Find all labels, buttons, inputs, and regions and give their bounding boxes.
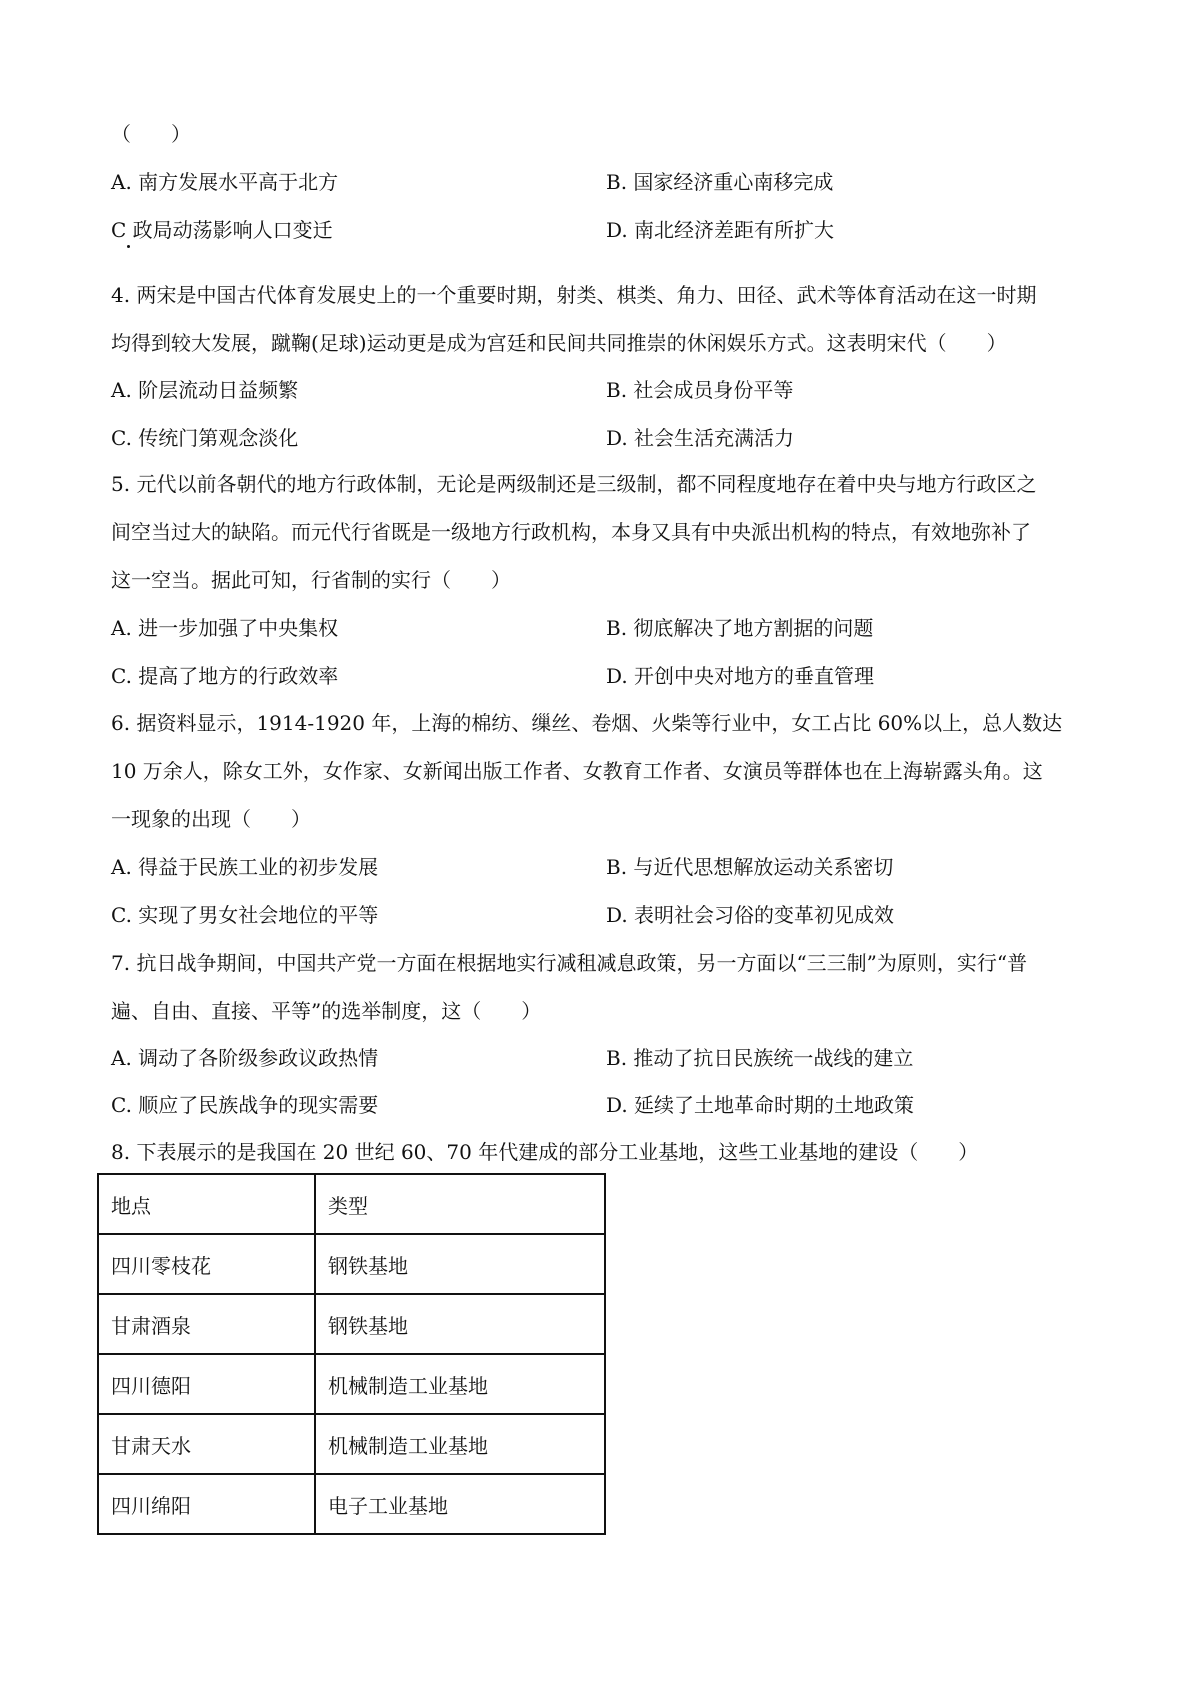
- q6-option-a[interactable]: A. 得益于民族工业的初步发展: [111, 855, 379, 879]
- q7-stem-line: 遍、自由、直接、平等”的选举制度，这（ ）: [111, 999, 542, 1023]
- table-header-row: [98, 1174, 605, 1234]
- table-cell-type: 电子工业基地: [315, 1474, 605, 1534]
- q6-stem-line: 一现象的出现（ ）: [111, 807, 311, 831]
- q3-option-c[interactable]: C 政局动荡影响人口变迁: [111, 218, 333, 242]
- q7-stem-line: 7. 抗日战争期间，中国共产党一方面在根据地实行减租减息政策，另一方面以“三三制”为原则，实行“普: [111, 951, 1028, 975]
- q6-option-c[interactable]: C. 实现了男女社会地位的平等: [111, 903, 379, 927]
- q7-option-a[interactable]: A. 调动了各阶级参政议政热情: [111, 1046, 379, 1070]
- table-row: [98, 1414, 605, 1474]
- q6-option-b[interactable]: B. 与近代思想解放运动关系密切: [606, 855, 894, 879]
- table-cell-location: 四川绵阳: [98, 1474, 315, 1534]
- q6-option-d[interactable]: D. 表明社会习俗的变革初见成效: [606, 903, 895, 927]
- table-cell-type: 钢铁基地: [315, 1294, 605, 1354]
- q7-stem: [111, 950, 1106, 1046]
- table-cell-type: 钢铁基地: [315, 1234, 605, 1294]
- table-row: [98, 1474, 605, 1534]
- table-cell-location: 四川德阳: [98, 1354, 315, 1414]
- q4-option-c[interactable]: C. 传统门第观念淡化: [111, 426, 299, 450]
- q6-stem: [111, 710, 1106, 854]
- stray-dot-mark: [127, 245, 130, 248]
- q6-stem-line: 6. 据资料显示，1914-1920 年，上海的棉纺、缫丝、卷烟、火柴等行业中，女工占比 60%以上，总人数达: [111, 711, 1063, 735]
- q4-option-d[interactable]: D. 社会生活充满活力: [606, 426, 795, 450]
- q4-stem-line: 4. 两宋是中国古代体育发展史上的一个重要时期，射类、棋类、角力、田径、武术等体育活动在这一时期: [111, 283, 1037, 307]
- q5-stem-line: 间空当过大的缺陷。而元代行省既是一级地方行政机构，本身又具有中央派出机构的特点，有效地弥补了: [111, 520, 1031, 544]
- table-cell-type: 机械制造工业基地: [315, 1354, 605, 1414]
- industrial-bases-table: [97, 1173, 606, 1535]
- q5-stem-line: 这一空当。据此可知，行省制的实行（ ）: [111, 568, 511, 592]
- table-cell-location: 甘肃天水: [98, 1414, 315, 1474]
- table-header-type: 类型: [315, 1174, 605, 1234]
- table-cell-location: 甘肃酒泉: [98, 1294, 315, 1354]
- table-cell-type: 机械制造工业基地: [315, 1414, 605, 1474]
- q3-answer-blank: （ ）: [111, 122, 191, 146]
- q5-stem: [111, 471, 1106, 615]
- q5-option-c[interactable]: C. 提高了地方的行政效率: [111, 664, 339, 688]
- q7-option-d[interactable]: D. 延续了土地革命时期的土地政策: [606, 1093, 915, 1117]
- table-header-location: 地点: [98, 1174, 315, 1234]
- q8-stem: 8. 下表展示的是我国在 20 世纪 60、70 年代建成的部分工业基地，这些工业基地的建设（ ）: [111, 1140, 979, 1164]
- q3-option-b[interactable]: B. 国家经济重心南移完成: [606, 170, 834, 194]
- q5-stem-line: 5. 元代以前各朝代的地方行政体制，无论是两级制还是三级制，都不同程度地存在着中央与地方行政区之: [111, 472, 1037, 496]
- q5-option-d[interactable]: D. 开创中央对地方的垂直管理: [606, 664, 875, 688]
- q6-stem-line: 10 万余人，除女工外，女作家、女新闻出版工作者、女教育工作者、女演员等群体也在上海崭露头角。这: [111, 759, 1043, 783]
- table-row: [98, 1354, 605, 1414]
- q4-stem: [111, 282, 1106, 378]
- q5-option-a[interactable]: A. 进一步加强了中央集权: [111, 616, 339, 640]
- table-row: [98, 1294, 605, 1354]
- q7-option-c[interactable]: C. 顺应了民族战争的现实需要: [111, 1093, 379, 1117]
- q7-option-b[interactable]: B. 推动了抗日民族统一战线的建立: [606, 1046, 914, 1070]
- table-cell-location: 四川零枝花: [98, 1234, 315, 1294]
- q3-option-a[interactable]: A. 南方发展水平高于北方: [111, 170, 339, 194]
- q5-option-b[interactable]: B. 彻底解决了地方割据的问题: [606, 616, 874, 640]
- table-row: [98, 1234, 605, 1294]
- q4-option-a[interactable]: A. 阶层流动日益频繁: [111, 378, 299, 402]
- q4-option-b[interactable]: B. 社会成员身份平等: [606, 378, 794, 402]
- q4-stem-line: 均得到较大发展，蹴鞠(足球)运动更是成为宫廷和民间共同推崇的休闲娱乐方式。这表明宋代（ ）: [111, 331, 1007, 355]
- q3-option-d[interactable]: D. 南北经济差距有所扩大: [606, 218, 835, 242]
